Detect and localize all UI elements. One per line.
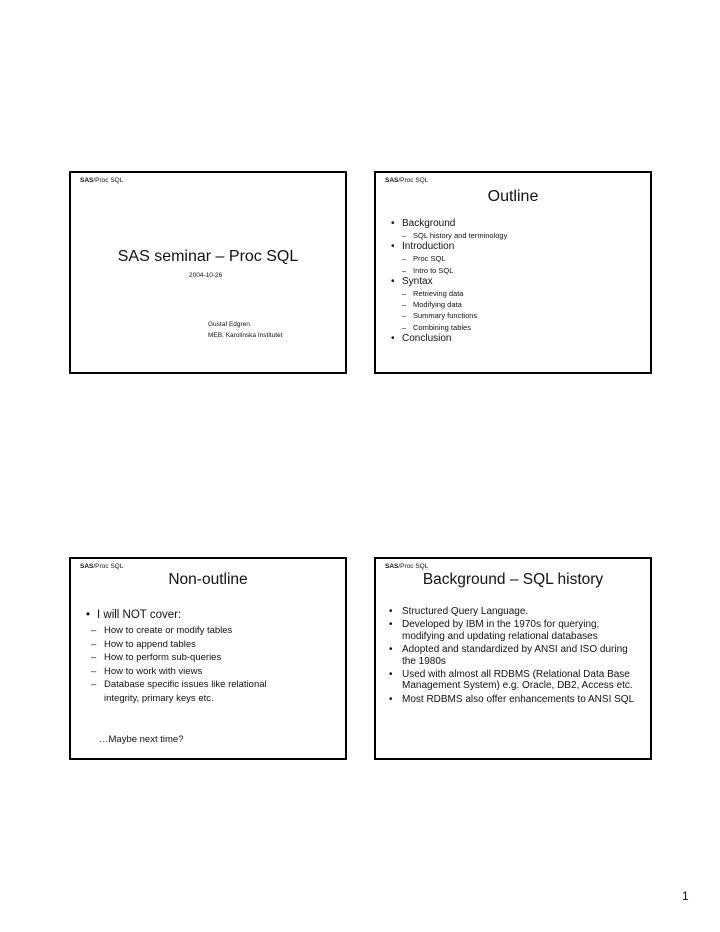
closing-note: …Maybe next time? xyxy=(99,734,184,745)
slide-header: SAS/Proc SQL xyxy=(385,563,429,570)
list-subitem: – Proc SQL xyxy=(391,253,641,264)
list-subitem: – Intro to SQL xyxy=(391,265,641,276)
author-affiliation: MEB, Karolinska Institutet xyxy=(208,332,283,339)
list-subitem: – How to append tables xyxy=(86,638,336,652)
slide-title-text: Background – SQL history xyxy=(422,571,604,588)
list-subitem: – Combining tables xyxy=(391,322,641,333)
author-name: Gustaf Edgren xyxy=(208,321,250,328)
list-item: • Introduction xyxy=(391,241,641,253)
slide-header: SAS/Proc SQL xyxy=(385,177,429,184)
author-block xyxy=(208,319,282,341)
list-item: • Conclusion xyxy=(391,333,641,345)
non-outline-list xyxy=(86,606,336,705)
list-subitem: – Retrieving data xyxy=(391,288,641,299)
slide-header: SAS/Proc SQL xyxy=(80,177,124,184)
slide-title-text: Non-outline xyxy=(168,571,248,588)
slide-title-text: Outline xyxy=(487,188,539,205)
list-item: • Most RDBMS also offer enhancements to ANSI SQL xyxy=(389,694,641,706)
list-item: • Background xyxy=(391,218,641,230)
list-item: • Structured Query Language. xyxy=(389,606,641,618)
page-number: 1 xyxy=(682,889,689,903)
slide-sql-history xyxy=(374,557,652,760)
list-subitem: – How to work with views xyxy=(86,665,336,679)
slide-non-outline xyxy=(69,557,347,760)
outline-list xyxy=(391,218,641,345)
list-subitem: – How to perform sub-queries xyxy=(86,651,336,665)
list-subitem: – Summary functions xyxy=(391,310,641,321)
list-item: • I will NOT cover: xyxy=(86,606,336,624)
list-item: • Adopted and standardized by ANSI and ISO during the 1980s xyxy=(389,644,641,667)
slide-header: SAS/Proc SQL xyxy=(80,563,124,570)
list-item: • Used with almost all RDBMS (Relational Data Base Management System) e.g. Oracle, DB2, Access etc. xyxy=(389,669,641,692)
list-subitem: – SQL history and terminology xyxy=(391,230,641,241)
list-subitem: – How to create or modify tables xyxy=(86,624,336,638)
slide-outline xyxy=(374,171,652,374)
list-subitem: – Database specific issues like relational integrity, primary keys etc. xyxy=(86,678,299,705)
slide-title-text: SAS seminar – Proc SQL xyxy=(117,248,299,265)
slide-title xyxy=(69,171,347,374)
list-subitem: – Modifying data xyxy=(391,299,641,310)
history-list xyxy=(389,606,641,707)
presentation-date: 2004-10-26 xyxy=(189,272,223,279)
list-item: • Developed by IBM in the 1970s for querying, modifying and updating relational databases xyxy=(389,619,641,642)
list-item: • Syntax xyxy=(391,276,641,288)
